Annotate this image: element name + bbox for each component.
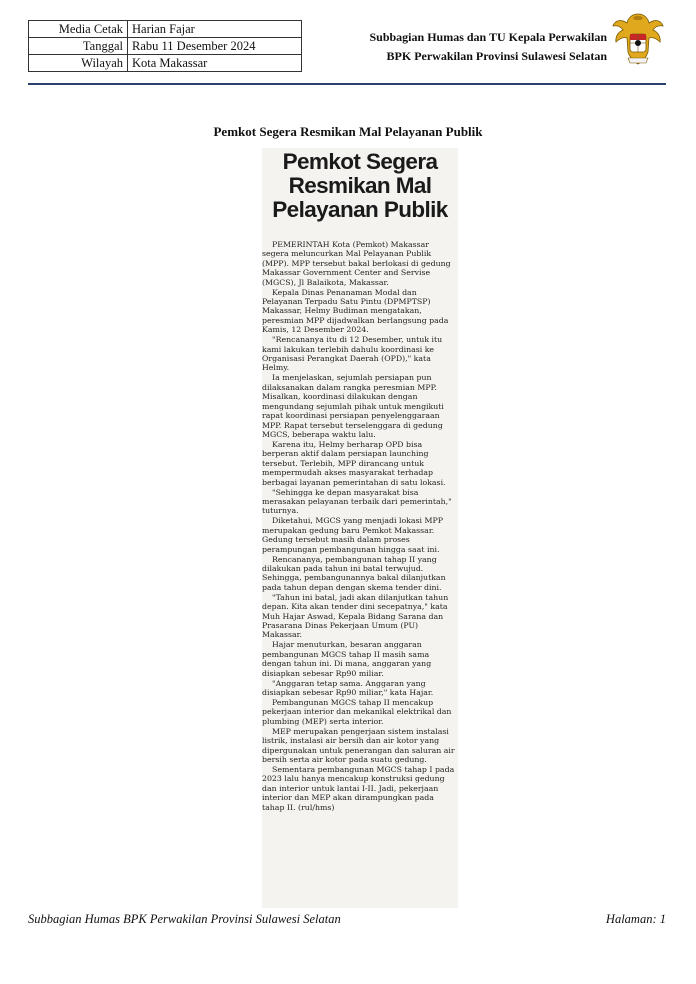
article-paragraph: "Sehingga ke depan masyarakat bisa merasakan pelayanan terbaik dari pemerintah," tuturnya.: [262, 487, 452, 516]
media-label: Media Cetak: [29, 21, 128, 38]
media-value: Harian Fajar: [128, 21, 302, 38]
headline-line-2: Resmikan Mal: [288, 173, 432, 198]
article-paragraph: "Anggaran tetap sama. Anggaran yang disiapkan sebesar Rp90 miliar," kata Hajar.: [262, 678, 434, 698]
article-paragraph: PEMERINTAH Kota (Pemkot) Makassar segera meluncurkan Mal Pelayanan Publik (MPP). MPP tersebut bakal berlokasi di gedung Makassar Government Center and Servise (MGCS), Jl Balaikota, Makassar.: [262, 240, 451, 287]
office-line-2: BPK Perwakilan Provinsi Sulawesi Selatan: [386, 49, 607, 63]
article-paragraph: "Rencananya itu di 12 Desember, untuk itu kami lakukan terlebih dahulu koordinasi ke Organisasi Perangkat Daerah (OPD)," kata Helmy.: [262, 335, 443, 373]
article-paragraph: Karena itu, Helmy berharap OPD bisa berperan aktif dalam persiapan launching tersebut. Terlebih, MPP dirancang untuk mempermudah akses masyarakat terhadap berbagai layanan pemerintahan di satu lokasi.: [262, 439, 446, 487]
article-headline: [262, 150, 458, 222]
article-paragraph: Ia menjelaskan, sejumlah persiapan pun dilaksanakan dalam rangka peresmian MPP. Misalkan, koordinasi dilakukan dengan mengundang sejumlah pihak untuk mengikuti rapat koordinasi persiapan penyelenggaraan MPP. Rapat tersebut terselenggara di gedung MGCS, beberapa waktu lalu.: [262, 373, 444, 439]
date-label: Tanggal: [29, 38, 128, 55]
page-number: Halaman: 1: [605, 912, 666, 926]
footer-office: Subbagian Humas BPK Perwakilan Provinsi Sulawesi Selatan: [28, 912, 341, 926]
article-paragraph: Sementara pembangunan MGCS tahap I pada 2023 lalu hanya mencakup konstruksi gedung dan interior untuk lantai I-II. Jadi, pekerjaan interior dan MEP akan dirampungkan pada tahap II. (rul/hms): [262, 765, 455, 812]
region-label: Wilayah: [29, 55, 128, 72]
clipping-meta-table: [28, 20, 302, 72]
headline-line-3: Pelayanan Publik: [272, 197, 448, 222]
date-value: Rabu 11 Desember 2024: [128, 38, 302, 55]
article-paragraph: Kepala Dinas Penanaman Modal dan Pelayanan Terpadu Satu Pintu (DPMPTSP) Makassar, Helmy Budiman mengatakan, peresmian MPP dijadwalkan berlangsung pada Kamis, 12 Desember 2024.: [262, 287, 449, 335]
article-paragraph: "Tahun ini batal, jadi akan dilanjutkan tahun depan. Kita akan tender dini secepatnya," kata Muh Hajar Aswad, Kepala Bidang Sarana dan Prasarana Dinas Pekerjaan Umum (PU) Makassar.: [262, 592, 449, 640]
headline-line-1: Pemkot Segera: [282, 149, 438, 174]
article-paragraph: Rencananya, pembangunan tahap II yang dilakukan pada tahun ini batal terwujud. Sehingga, pembangunannya bakal dilanjutkan pada tahun depan dengan skema tender dini.: [262, 554, 446, 592]
article-paragraph: MEP merupakan pengerjaan sistem instalasi listrik, instalasi air bersih dan air kotor yang dipergunakan untuk penerangan dan saluran air bersih serta air kotor pada suatu gedung.: [262, 726, 455, 765]
office-name: [305, 28, 607, 66]
article-body: [262, 240, 458, 813]
office-line-1: Subbagian Humas dan TU Kepala Perwakilan: [369, 30, 607, 44]
document-title: Pemkot Segera Resmikan Mal Pelayanan Publik: [213, 124, 483, 139]
newspaper-clipping: [262, 148, 458, 908]
article-paragraph: Hajar menuturkan, besaran anggaran pembangunan MGCS tahap II masih sama dengan tahun ini. Di mana, anggaran yang disiapkan sebesar Rp90 miliar.: [262, 640, 432, 678]
garuda-emblem-icon: [612, 8, 664, 68]
region-value: Kota Makassar: [128, 55, 302, 72]
header-divider: [28, 83, 666, 85]
article-paragraph: Pembangunan MGCS tahap II mencakup pekerjaan interior dan mekanikal elektrikal dan plumbing (MEP) serta interior.: [262, 698, 452, 726]
article-paragraph: Diketahui, MGCS yang menjadi lokasi MPP merupakan gedung baru Pemkot Makassar. Gedung tersebut masih dalam proses perampungan pembangunan hingga saat ini.: [262, 516, 443, 554]
